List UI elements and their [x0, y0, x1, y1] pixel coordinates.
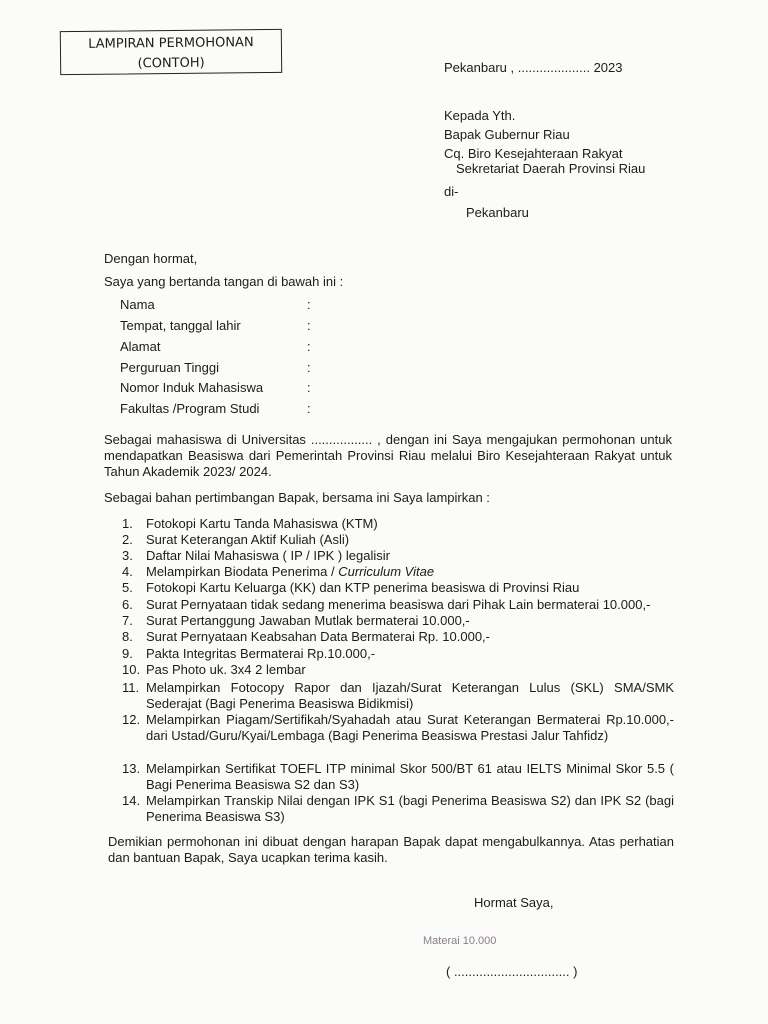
field-nama: Nama: [120, 297, 155, 312]
request-paragraph: Sebagai mahasiswa di Universitas ................. , dengan ini Saya mengajukan permohonan untuk mendapatkan Beasiswa dari Pemerintah Provinsi Riau melalui Biro Kesejahteraan Rakyat untuk Tahun Akademik 2023/ 2024.: [104, 432, 672, 479]
list-item: Pas Photo uk. 3x4 2 lembar: [146, 662, 306, 677]
list-item-number: 5.: [122, 580, 133, 595]
recipient-line-5: di-: [444, 184, 459, 199]
stamp-placeholder: Materai 10.000: [423, 935, 497, 947]
attachments-intro: Sebagai bahan pertimbangan Bapak, bersama ini Saya lampirkan :: [104, 490, 490, 505]
field-colon: :: [307, 380, 311, 395]
recipient-line-1: Kepada Yth.: [444, 108, 516, 123]
list-item: Surat Pertanggung Jawaban Mutlak bermaterai 10.000,-: [146, 613, 470, 628]
recipient-line-3: Cq. Biro Kesejahteraan Rakyat: [444, 146, 623, 161]
list-item-number: 11.: [122, 680, 140, 695]
header-label-line1: LAMPIRAN PERMOHONAN: [88, 35, 254, 52]
list-item-number: 3.: [122, 548, 133, 563]
date-line: Pekanbaru , .................... 2023: [444, 60, 623, 75]
list-item: Surat Pernyataan tidak sedang menerima beasiswa dari Pihak Lain bermaterai 10.000,-: [146, 597, 651, 612]
field-alamat: Alamat: [120, 339, 161, 354]
list-item: Fotokopi Kartu Tanda Mahasiswa (KTM): [146, 516, 378, 531]
list-item-number: 12.: [122, 712, 141, 727]
list-item: Daftar Nilai Mahasiswa ( IP / IPK ) legalisir: [146, 548, 390, 563]
list-item: Surat Pernyataan Keabsahan Data Bermaterai Rp. 10.000,-: [146, 629, 490, 644]
recipient-line-6: Pekanbaru: [466, 205, 529, 220]
list-item-number: 1.: [122, 516, 133, 531]
regards: Hormat Saya,: [474, 895, 554, 910]
field-colon: :: [307, 401, 311, 416]
list-item-text: Melampirkan Biodata Penerima /: [146, 564, 339, 579]
list-item-italic-text: Curriculum Vitae: [338, 564, 435, 579]
list-item-number: 6.: [122, 597, 133, 612]
field-colon: :: [307, 360, 311, 375]
list-item: Surat Keterangan Aktif Kuliah (Asli): [146, 532, 350, 547]
list-item: Fotokopi Kartu Keluarga (KK) dan KTP penerima beasiswa di Provinsi Riau: [146, 580, 580, 595]
list-item-number: 4.: [122, 564, 133, 579]
recipient-line-2: Bapak Gubernur Riau: [444, 127, 570, 142]
field-colon: :: [307, 339, 311, 354]
list-item-number: 2.: [122, 532, 133, 547]
list-item: Melampirkan Piagam/Sertifikah/Syahadah atau Surat Keterangan Bermaterai Rp.10.000,- dari Ustad/Guru/Kyai/Lembaga (Bagi Penerima Beasiswa Prestasi Jalur Tahfidz): [146, 712, 674, 743]
greeting: Dengan hormat,: [104, 251, 198, 266]
list-item: [146, 564, 674, 580]
list-item: Melampirkan Transkip Nilai dengan IPK S1 (bagi Penerima Beasiswa S2) dan IPK S2 (bagi Penerima Beasiswa S3): [146, 793, 674, 824]
closing-paragraph: Demikian permohonan ini dibuat dengan harapan Bapak dapat mengabulkannya. Atas perhatian dan bantuan Bapak, Saya ucapkan terima kasih.: [108, 834, 674, 865]
list-item-number: 8.: [122, 629, 133, 644]
list-item-number: 9.: [122, 646, 133, 661]
field-colon: :: [307, 297, 311, 312]
intro-line: Saya yang bertanda tangan di bawah ini :: [104, 274, 344, 289]
list-item-number: 14.: [122, 793, 141, 808]
field-nomor-induk-mahasiswa: Nomor Induk Mahasiswa: [120, 380, 264, 395]
header-label-box: [60, 29, 282, 75]
field-perguruan-tinggi: Perguruan Tinggi: [120, 360, 220, 375]
list-item: Pakta Integritas Bermaterai Rp.10.000,-: [146, 646, 376, 661]
list-item: Melampirkan Fotocopy Rapor dan Ijazah/Surat Keterangan Lulus (SKL) SMA/SMK Sederajat (Bagi Penerima Beasiswa Bidikmisi): [146, 680, 674, 711]
header-label-line2: (CONTOH): [137, 55, 205, 72]
field-fakultas-program-studi: Fakultas /Program Studi: [120, 401, 260, 416]
field-tempat-tanggal-lahir: Tempat, tanggal lahir: [120, 318, 241, 333]
list-item: Melampirkan Sertifikat TOEFL ITP minimal Skor 500/BT 61 atau IELTS Minimal Skor 5.5 ( Bagi Penerima Beasiswa S2 dan S3): [146, 761, 674, 792]
list-item-number: 13.: [122, 761, 141, 776]
field-colon: :: [307, 318, 311, 333]
list-item-number: 7.: [122, 613, 133, 628]
list-item-number: 10.: [122, 662, 141, 677]
signature-line: ( ................................ ): [446, 964, 578, 979]
recipient-line-4: Sekretariat Daerah Provinsi Riau: [456, 161, 646, 176]
